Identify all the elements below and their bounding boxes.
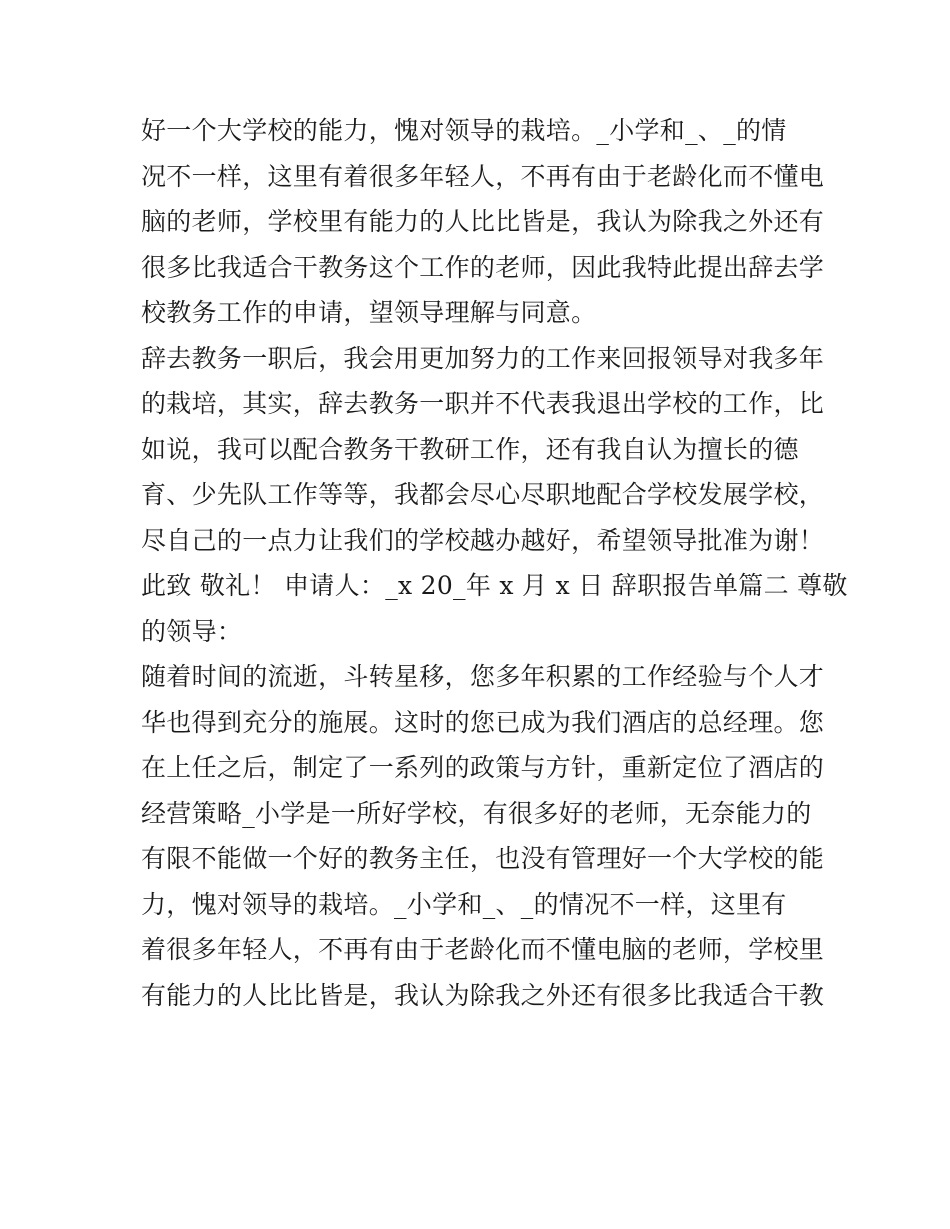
text-line: 随着时间的流逝，斗转星移，您多年积累的工作经验与个人才 <box>141 662 825 691</box>
text-line: 华也得到充分的施展。这时的您已成为我们酒店的总经理。您 <box>141 707 825 737</box>
text-line: 的领导： <box>141 616 243 646</box>
text-line: 很多比我适合干教务这个工作的老师，因此我特此提出辞去学 <box>141 252 825 282</box>
text-line: 在上任之后，制定了一系列的政策与方针，重新定位了酒店的 <box>141 753 825 782</box>
text-line: 尽自己的一点力让我们的学校越办越好，希望领导批准为谢！ <box>141 525 825 555</box>
text-line: 辞去教务一职后，我会用更加努力的工作来回报领导对我多年 <box>141 343 825 373</box>
text-line: 此致 敬礼！ 申请人：_x 20_年 x 月 x 日 辞职报告单篇二 尊敬 <box>141 571 848 600</box>
body-text <box>141 108 848 1018</box>
text-line: 有能力的人比比皆是，我认为除我之外还有很多比我适合干教 <box>141 980 825 1010</box>
text-line: 育、少先队工作等等，我都会尽心尽职地配合学校发展学校， <box>141 480 825 509</box>
text-line: 经营策略_小学是一所好学校，有很多好的老师，无奈能力的 <box>141 798 812 828</box>
text-line: 脑的老师，学校里有能力的人比比皆是，我认为除我之外还有 <box>141 207 825 236</box>
text-line: 校教务工作的申请，望领导理解与同意。 <box>141 298 597 327</box>
text-line: 好一个大学校的能力，愧对领导的栽培。_小学和_、_的情 <box>141 116 787 145</box>
text-line: 的栽培，其实，辞去教务一职并不代表我退出学校的工作，比 <box>141 389 825 418</box>
text-line: 力，愧对领导的栽培。_小学和_、_的情况不一样，这里有 <box>141 889 787 919</box>
text-line: 如说，我可以配合教务干教研工作，还有我自认为擅长的德 <box>141 434 799 464</box>
text-line: 着很多年轻人，不再有由于老龄化而不懂电脑的老师，学校里 <box>141 935 825 964</box>
text-line: 况不一样，这里有着很多年轻人，不再有由于老龄化而不懂电 <box>141 161 825 191</box>
text-line: 有限不能做一个好的教务主任，也没有管理好一个大学校的能 <box>141 844 825 873</box>
